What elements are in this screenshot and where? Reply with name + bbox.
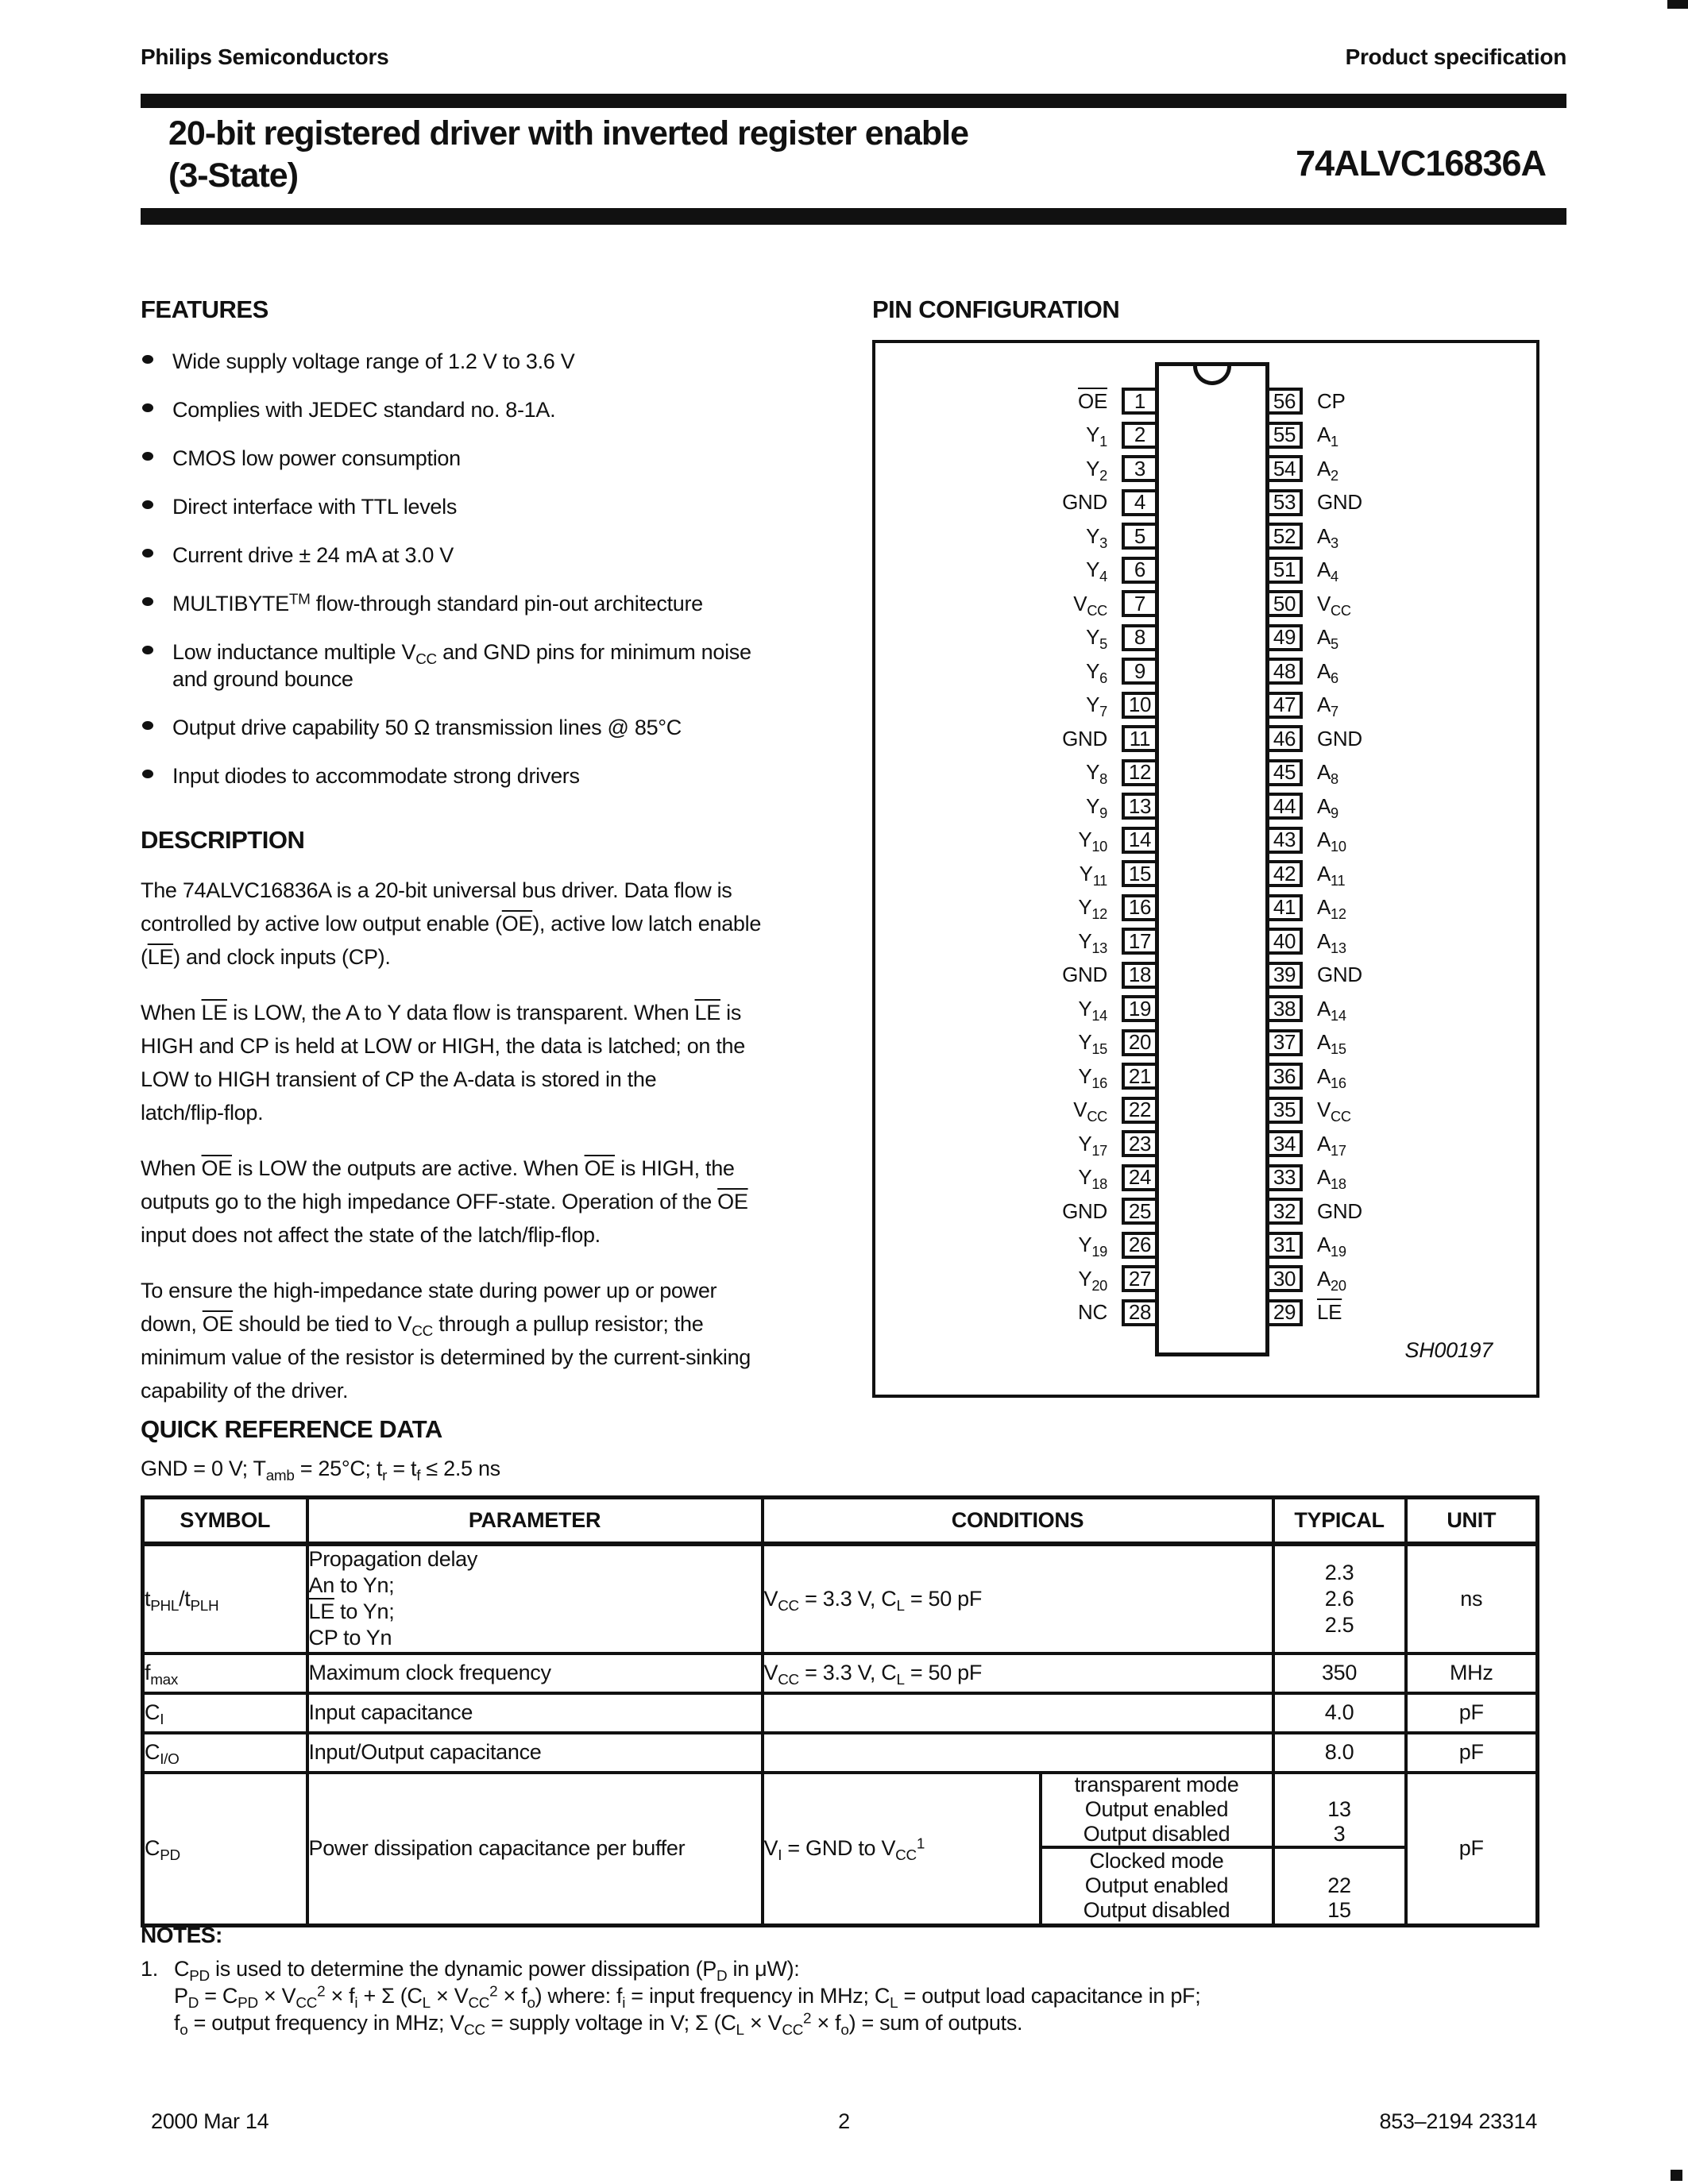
feature-text: Output drive capability 50 Ω transmission lines @ 85°C (172, 716, 682, 739)
pin-left-number: 20 (1122, 1029, 1158, 1056)
feature-text: MULTIBYTE™ flow-through standard pin-out architecture (172, 591, 703, 615)
pin-right-number: 40 (1266, 928, 1303, 955)
pin-left-number: 28 (1122, 1299, 1158, 1326)
cell-typical: 4.0 (1273, 1693, 1406, 1733)
cell-unit: pF (1406, 1693, 1538, 1733)
note-number: 1. (141, 1957, 158, 1981)
feature-text: Low inductance multiple $V_{CC}$ and GND pins for minimum noise and ground bounce (172, 640, 751, 691)
pin-right-number: 47 (1266, 692, 1303, 719)
cell-unit: ns (1406, 1544, 1538, 1653)
pin-left-number: 14 (1122, 827, 1158, 854)
description-paragraph: When $\overline{LE}$ is LOW, the A to Y data flow is transparent. When $\overline{LE}$ is HIGH and CP is held at LOW or HIGH, the data is latched; on the LOW to HIGH transient of CP the A-data is stored in the latch/flip-flop. (141, 1001, 745, 1125)
pin-row (875, 1296, 1536, 1330)
pin-left-number: 10 (1122, 692, 1158, 719)
pin-row (875, 587, 1536, 621)
cell-mode-conditions (1041, 1773, 1273, 1926)
pin-left-label: $Y_{13}$ (1078, 928, 1107, 956)
feature-item (141, 396, 859, 423)
pin-left-label: $Y_1$ (1086, 423, 1107, 450)
pin-row (875, 789, 1536, 824)
pin-configuration-heading: PIN CONFIGURATION (872, 295, 1120, 323)
cell-conditions: $V_I$ = GND to $V_{CC}^1$ (763, 1773, 1041, 1926)
pin-right-number: 29 (1266, 1299, 1303, 1326)
pin-row (875, 959, 1536, 993)
title-divider-bar-top (141, 94, 1566, 108)
cell-conditions: $V_{CC} = 3.3$ V, $C_L = 50$ pF (763, 1653, 1273, 1693)
pin-left-number: 18 (1122, 962, 1158, 989)
pin-right-label: $A_3$ (1317, 523, 1338, 551)
cell-typical (1273, 1773, 1406, 1926)
pin-configuration-section (872, 295, 1546, 1398)
pin-row (875, 519, 1536, 554)
cell-symbol: $C_I$ (143, 1693, 307, 1733)
pin-left-number: 3 (1122, 455, 1158, 482)
pin-left-number: 26 (1122, 1232, 1158, 1259)
bullet-icon (142, 500, 153, 509)
feature-item (141, 639, 859, 693)
pin-right-number: 43 (1266, 827, 1303, 854)
pin-left-number: 15 (1122, 860, 1158, 887)
pin-row (875, 419, 1536, 453)
table-header-row (143, 1498, 1538, 1544)
pin-right-label: $A_{15}$ (1317, 1030, 1346, 1058)
pin-left-label: $V_{CC}$ (1073, 591, 1107, 619)
bullet-icon (142, 721, 153, 730)
pin-left-number: 19 (1122, 995, 1158, 1022)
pin-right-number: 34 (1266, 1130, 1303, 1157)
pin-left-number: 8 (1122, 624, 1158, 651)
feature-item (141, 714, 859, 741)
pin-left-number: 11 (1122, 725, 1158, 752)
col-header-conditions: CONDITIONS (763, 1498, 1273, 1544)
pin-right-number: 38 (1266, 995, 1303, 1022)
pin-row (875, 1161, 1536, 1195)
description-paragraph: The 74ALVC16836A is a 20-bit universal bus driver. Data flow is controlled by active low output enable $(\overline{OE})$, active low latch enable $(\overline{LE})$ and clock inputs (CP). (141, 878, 762, 969)
transparent-mode-values: 13 3 (1275, 1774, 1404, 1849)
pin-left-number: 1 (1122, 388, 1158, 415)
quick-reference-heading: QUICK REFERENCE DATA (141, 1415, 442, 1443)
bullet-icon (142, 355, 153, 364)
pin-left-number: 13 (1122, 793, 1158, 820)
pin-left-label: $Y_{11}$ (1079, 861, 1107, 889)
left-column (141, 295, 859, 1430)
table-row (143, 1693, 1538, 1733)
feature-text: Complies with JEDEC standard no. 8-1A. (172, 398, 556, 422)
pin-left-label: $Y_{12}$ (1078, 895, 1107, 923)
cell-symbol: $t_{PHL}/t_{PLH}$ (143, 1544, 307, 1653)
pin-right-number: 35 (1266, 1097, 1303, 1124)
figure-code: SH00197 (1404, 1338, 1493, 1362)
pin-rows (875, 384, 1536, 1329)
bullet-icon (142, 646, 153, 654)
notes-section (141, 1922, 1578, 2039)
pin-right-label: $A_{13}$ (1317, 928, 1346, 956)
pin-left-label: $Y_7$ (1086, 693, 1107, 720)
footer-doc-code: 853–2194 23314 (1379, 2109, 1537, 2133)
pin-left-number: 17 (1122, 928, 1158, 955)
pin-row (875, 1059, 1536, 1094)
pin-left-number: 12 (1122, 759, 1158, 786)
crop-mark-bottom-right (1671, 2170, 1682, 2181)
pin-right-label: $A_{14}$ (1317, 996, 1346, 1024)
pin-right-label: $A_{12}$ (1317, 895, 1346, 923)
cell-parameter: Maximum clock frequency (307, 1653, 763, 1693)
cell-unit: pF (1406, 1773, 1538, 1926)
features-heading: FEATURES (141, 295, 268, 323)
pin-right-number: 36 (1266, 1063, 1303, 1090)
part-number: 74ALVC16836A (1296, 143, 1546, 183)
feature-item (141, 762, 859, 789)
pin-right-label: $A_{18}$ (1317, 1165, 1346, 1193)
pin-left-label: $Y_3$ (1086, 523, 1107, 551)
col-header-parameter: PARAMETER (307, 1498, 763, 1544)
title-divider-bar-bottom (141, 208, 1566, 225)
pin-right-number: 51 (1266, 557, 1303, 584)
pin-row (875, 824, 1536, 858)
pin-right-label: $A_1$ (1317, 423, 1338, 450)
pin-right-number: 30 (1266, 1265, 1303, 1292)
pin-right-number: 46 (1266, 725, 1303, 752)
pin-left-label: GND (1062, 963, 1107, 987)
pin-left-number: 22 (1122, 1097, 1158, 1124)
pin-right-label: GND (1317, 1198, 1362, 1223)
pin-right-label: $A_{10}$ (1317, 828, 1346, 855)
pin-right-number: 49 (1266, 624, 1303, 651)
pin-right-label: CP (1317, 388, 1346, 413)
pin-left-label: $Y_{17}$ (1078, 1131, 1107, 1159)
page-title: 20-bit registered driver with inverted register enable (3-State) (168, 114, 969, 195)
table-row (143, 1733, 1538, 1773)
clocked-mode-block: Clocked mode Output enabled Output disabled (1083, 1849, 1230, 1922)
pin-right-label: $A_4$ (1317, 558, 1338, 585)
pin-row (875, 554, 1536, 588)
col-header-symbol: SYMBOL (143, 1498, 307, 1544)
pin-left-label: $Y_6$ (1086, 658, 1107, 686)
pin-row (875, 992, 1536, 1026)
cell-parameter: Input capacitance (307, 1693, 763, 1733)
col-header-typical: TYPICAL (1273, 1498, 1406, 1544)
bullet-icon (142, 452, 153, 461)
pin-left-number: 6 (1122, 557, 1158, 584)
cell-symbol: $C_{I/O}$ (143, 1733, 307, 1773)
cell-parameter: Input/Output capacitance (307, 1733, 763, 1773)
cell-conditions: $V_{CC} = 3.3$ V, $C_L = 50$ pF (763, 1544, 1273, 1653)
cell-parameter: Propagation delay An to Yn; $\overline{LE}$ to Yn; CP to Yn (307, 1544, 763, 1653)
pin-left-number: 23 (1122, 1130, 1158, 1157)
crop-mark-top-right (1667, 0, 1688, 9)
pin-left-label: $Y_{14}$ (1078, 996, 1107, 1024)
pin-right-number: 54 (1266, 455, 1303, 482)
pin-right-number: 45 (1266, 759, 1303, 786)
cell-typical: 2.3 2.6 2.5 (1273, 1544, 1406, 1653)
pin-right-number: 50 (1266, 590, 1303, 617)
feature-text: Wide supply voltage range of 1.2 V to 3.6 V (172, 349, 575, 373)
pin-right-label: $A_8$ (1317, 760, 1338, 788)
pin-left-number: 4 (1122, 489, 1158, 516)
pin-right-label: $A_{19}$ (1317, 1233, 1346, 1260)
pin-row (875, 689, 1536, 723)
pin-left-number: 27 (1122, 1265, 1158, 1292)
pin-row (875, 384, 1536, 419)
clocked-mode-values: 22 15 (1327, 1873, 1351, 1922)
pin-right-number: 32 (1266, 1198, 1303, 1225)
feature-item (141, 493, 859, 520)
pin-row (875, 452, 1536, 486)
pin-right-number: 56 (1266, 388, 1303, 415)
pin-left-label: $Y_{20}$ (1078, 1266, 1107, 1294)
pin-right-number: 37 (1266, 1029, 1303, 1056)
cell-conditions (763, 1733, 1273, 1773)
pin-left-label: NC (1078, 1300, 1107, 1325)
bullet-icon (142, 549, 153, 558)
pin-right-label: $V_{CC}$ (1317, 591, 1351, 619)
pin-right-label: GND (1317, 963, 1362, 987)
feature-text: Direct interface with TTL levels (172, 495, 458, 519)
pin-left-label: GND (1062, 1198, 1107, 1223)
quick-reference-section (141, 1415, 1570, 1927)
pin-row (875, 924, 1536, 959)
pin-left-label: $Y_2$ (1086, 456, 1107, 484)
pin-right-number: 48 (1266, 658, 1303, 685)
pin-left-label: $Y_4$ (1086, 558, 1107, 585)
pin-left-number: 9 (1122, 658, 1158, 685)
pin-left-label: $Y_{10}$ (1078, 828, 1107, 855)
pin-row (875, 891, 1536, 925)
pin-right-label: $A_5$ (1317, 625, 1338, 653)
pin-left-label: $\overline{OE}$ (1078, 388, 1107, 413)
footer-page-number: 2 (838, 2109, 850, 2133)
cell-typical: 350 (1273, 1653, 1406, 1693)
description-body (141, 874, 859, 1407)
pin-left-label: $Y_5$ (1086, 625, 1107, 653)
pin-row (875, 722, 1536, 756)
pin-row (875, 486, 1536, 520)
bullet-icon (142, 403, 153, 412)
pin-row (875, 1229, 1536, 1263)
pin-right-label: $V_{CC}$ (1317, 1098, 1351, 1125)
pin-right-label: $\overline{LE}$ (1317, 1300, 1342, 1325)
table-row (143, 1653, 1538, 1693)
pin-diagram (872, 340, 1539, 1398)
pin-left-label: GND (1062, 726, 1107, 751)
pin-row (875, 756, 1536, 790)
pin-left-label: $Y_{19}$ (1078, 1233, 1107, 1260)
pin-left-label: $Y_{18}$ (1078, 1165, 1107, 1193)
cell-parameter: Power dissipation capacitance per buffer (307, 1773, 763, 1926)
cell-conditions (763, 1693, 1273, 1733)
feature-item (141, 348, 859, 375)
pin-left-label: $Y_8$ (1086, 760, 1107, 788)
pin-right-number: 41 (1266, 894, 1303, 921)
pin-row (875, 1026, 1536, 1060)
pin-right-label: $A_{17}$ (1317, 1131, 1346, 1159)
note-text: $C_{PD}$ is used to determine the dynamic power dissipation ($P_D$ in μW): $P_D = C_{PD} \times V_{CC}^2 \times f_i + \Sigma$ $(C_L \times V_{CC}^2 \times f_o)$ where: $f_i$ = input frequency in MHz; $C_L$ = output load capacitance in pF; $f_o$ = output frequency in MHz; $V_{CC}$ = supply voltage in V; Σ $(C_L \times V_{CC}^2 \times f_o)$ = sum of outputs. (174, 1957, 1201, 2039)
quick-reference-table (141, 1495, 1539, 1927)
feature-item (141, 542, 859, 569)
pin-left-number: 16 (1122, 894, 1158, 921)
pin-right-number: 52 (1266, 523, 1303, 550)
pin-left-number: 25 (1122, 1198, 1158, 1225)
pin-row (875, 654, 1536, 689)
pin-right-number: 39 (1266, 962, 1303, 989)
table-row (143, 1544, 1538, 1653)
pin-row (875, 621, 1536, 655)
feature-text: Input diodes to accommodate strong drivers (172, 764, 580, 788)
feature-text: Current drive ± 24 mA at 3.0 V (172, 543, 454, 567)
test-conditions-line: GND = 0 V; $T_{amb} = 25^\circ C$; $t_r = t_f \le 2.5$ ns (141, 1457, 500, 1485)
vendor-name: Philips Semiconductors (141, 44, 389, 69)
pin-left-label: $Y_{16}$ (1078, 1063, 1107, 1091)
cell-typical: 8.0 (1273, 1733, 1406, 1773)
pin-left-label: $Y_9$ (1086, 793, 1107, 821)
pin-left-number: 2 (1122, 422, 1158, 449)
pin-row (875, 1194, 1536, 1229)
pin-right-number: 53 (1266, 489, 1303, 516)
cell-unit: pF (1406, 1733, 1538, 1773)
pin-right-label: $A_2$ (1317, 456, 1338, 484)
pin-left-label: $Y_{15}$ (1078, 1030, 1107, 1058)
pin-right-number: 42 (1266, 860, 1303, 887)
pin-left-label: $V_{CC}$ (1073, 1098, 1107, 1125)
pin-right-number: 44 (1266, 793, 1303, 820)
note-item (141, 1955, 1578, 2039)
feature-text: CMOS low power consumption (172, 446, 461, 470)
pin-row (875, 1094, 1536, 1128)
pin-right-number: 33 (1266, 1164, 1303, 1191)
transparent-mode-block: transparent mode Output enabled Output disabled (1042, 1774, 1272, 1849)
cell-unit: MHz (1406, 1653, 1538, 1693)
pin-right-label: $A_7$ (1317, 693, 1338, 720)
table-row (143, 1773, 1538, 1926)
pin-row (875, 1262, 1536, 1296)
bullet-icon (142, 597, 153, 606)
pin-right-number: 31 (1266, 1232, 1303, 1259)
pin-right-number: 55 (1266, 422, 1303, 449)
pin-right-label: $A_9$ (1317, 793, 1338, 821)
pin-right-label: GND (1317, 490, 1362, 515)
description-paragraph: When $\overline{OE}$ is LOW the outputs are active. When $\overline{OE}$ is HIGH, the outputs go to the high impedance OFF-state. Operation of the $\overline{OE}$ input does not affect the state of the latch/flip-flop. (141, 1156, 748, 1247)
features-list (141, 348, 859, 789)
footer-date: 2000 Mar 14 (151, 2109, 269, 2133)
pin-right-label: $A_{20}$ (1317, 1266, 1346, 1294)
cell-symbol: $C_{PD}$ (143, 1773, 307, 1926)
pin-left-label: GND (1062, 490, 1107, 515)
doc-type: Product specification (1345, 44, 1566, 69)
notes-heading: NOTES: (141, 1923, 222, 1947)
feature-item (141, 590, 859, 617)
pin-left-number: 24 (1122, 1164, 1158, 1191)
pin-row (875, 1127, 1536, 1161)
pin-right-label: GND (1317, 726, 1362, 751)
description-paragraph: To ensure the high-impedance state during power up or power down, $\overline{OE}$ should be tied to $V_{CC}$ through a pullup resistor; the minimum value of the resistor is determined by the current-sinking capability of the driver. (141, 1279, 751, 1403)
description-heading: DESCRIPTION (141, 826, 305, 854)
pin-right-label: $A_{16}$ (1317, 1063, 1346, 1091)
pin-left-number: 7 (1122, 590, 1158, 617)
pin-left-number: 21 (1122, 1063, 1158, 1090)
pin-row (875, 857, 1536, 891)
cell-symbol: $f_{max}$ (143, 1653, 307, 1693)
bullet-icon (142, 770, 153, 778)
pin-left-number: 5 (1122, 523, 1158, 550)
pin-right-label: $A_6$ (1317, 658, 1338, 686)
feature-item (141, 445, 859, 472)
col-header-unit: UNIT (1406, 1498, 1538, 1544)
pin-right-label: $A_{11}$ (1317, 861, 1346, 889)
